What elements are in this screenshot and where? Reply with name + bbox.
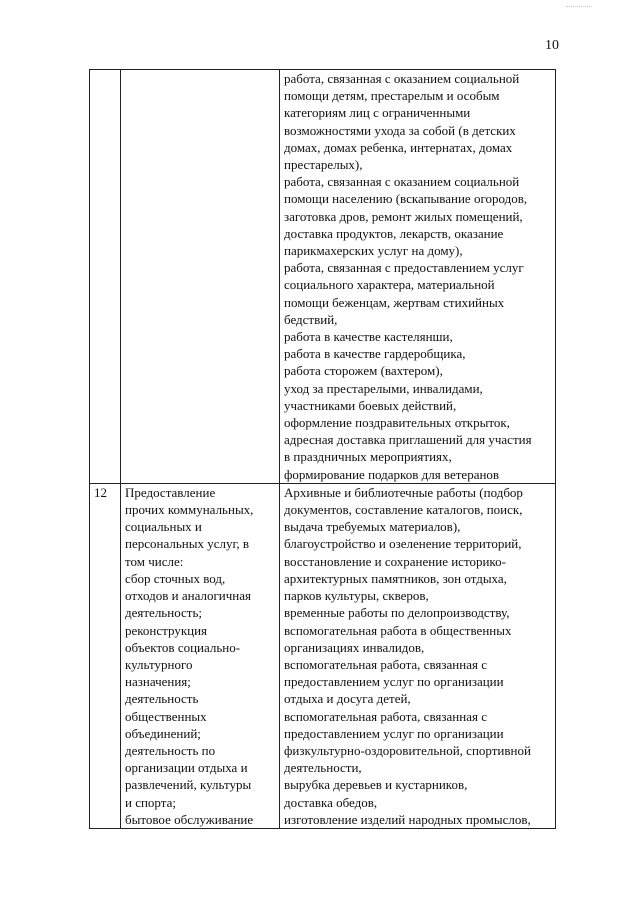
work-types-cell (280, 483, 556, 828)
activity-name-line: развлечений, культуры (125, 777, 252, 793)
activity-name-line: деятельность; (125, 605, 203, 621)
work-type-line: престарелых), (284, 157, 363, 173)
work-type-line: предоставлением услуг по организации (284, 725, 504, 741)
work-type-line: доставка обедов, (284, 794, 378, 810)
work-type-line: восстановление и сохранение историко- (284, 553, 506, 569)
work-type-line: предоставлением услуг по организации (284, 674, 504, 690)
work-type-line: доставка продуктов, лекарств, оказание (284, 225, 504, 241)
activity-name-line: том числе: (125, 553, 184, 569)
work-type-line: парков культуры, скверов, (284, 588, 429, 604)
work-type-line: категориям лиц с ограниченными (284, 105, 471, 121)
work-type-line: выдача требуемых материалов), (284, 519, 461, 535)
work-type-line: социального характера, материальной (284, 277, 495, 293)
work-type-line: Архивные и библиотечные работы (подбор (284, 484, 523, 500)
work-type-line: помощи детям, престарелым и особым (284, 88, 500, 104)
activity-name-line: объектов социально- (125, 639, 241, 655)
work-type-line: организациях инвалидов, (284, 639, 425, 655)
table-row (90, 70, 556, 484)
work-type-line: физкультурно-оздоровительной, спортивной (284, 742, 531, 758)
row-number: 12 (94, 484, 107, 500)
row-number-cell (90, 483, 121, 828)
work-types-cell (280, 70, 556, 484)
activity-name-line: общественных (125, 708, 207, 724)
work-type-line: возможностями ухода за собой (в детских (284, 122, 516, 138)
scan-corner-mark (566, 6, 592, 15)
activity-name-line: отходов и аналогичная (125, 588, 251, 604)
activity-name-line: культурного (125, 656, 193, 672)
work-type-line: уход за престарелыми, инвалидами, (284, 380, 483, 396)
work-type-line: адресная доставка приглашений для участия (284, 432, 532, 448)
activity-name-line: и спорта; (125, 794, 176, 810)
work-type-line: бедствий, (284, 311, 338, 327)
work-type-line: в праздничных мероприятиях, (284, 449, 452, 465)
work-type-line: помощи населению (вскапывание огородов, (284, 191, 528, 207)
work-type-line: домах, домах ребенка, интернатах, домах (284, 139, 513, 155)
work-type-line: работа в качестве гардеробщика, (284, 346, 466, 362)
activity-name-line: социальных и (125, 519, 202, 535)
row-number-cell (90, 70, 121, 484)
activity-name-line: деятельность по (125, 742, 216, 758)
activity-name-cell (121, 483, 280, 828)
activity-name-line: бытовое обслуживание (125, 811, 254, 827)
work-type-line: вспомогательная работа в общественных (284, 622, 512, 638)
work-type-line: деятельности, (284, 760, 362, 776)
activity-name-line: организации отдыха и (125, 760, 248, 776)
activity-name-line: прочих коммунальных, (125, 502, 254, 518)
work-type-line: благоустройство и озеленение территорий, (284, 536, 522, 552)
work-type-line: документов, составление каталогов, поиск, (284, 502, 523, 518)
work-type-line: работа, связанная с оказанием социальной (284, 174, 520, 190)
work-type-line: вспомогательная работа, связанная с (284, 656, 487, 672)
activity-name-line: назначения; (125, 674, 191, 690)
work-type-line: работа, связанная с оказанием социальной (284, 71, 520, 86)
work-type-line: временные работы по делопроизводству, (284, 605, 510, 621)
work-type-line: оформление поздравительных открыток, (284, 415, 510, 431)
activity-name-line: Предоставление (125, 484, 216, 500)
services-table (89, 69, 556, 829)
activity-name-line: реконструкция (125, 622, 208, 638)
work-type-line: парикмахерских услуг на дому), (284, 243, 463, 259)
work-type-line: работа в качестве кастелянши, (284, 329, 453, 345)
work-type-line: вспомогательная работа, связанная с (284, 708, 487, 724)
work-type-line: отдыха и досуга детей, (284, 691, 411, 707)
activity-name-line: сбор сточных вод, (125, 570, 226, 586)
work-type-line: архитектурных памятников, зон отдыха, (284, 570, 507, 586)
activity-name-line: деятельность (125, 691, 199, 707)
work-type-line: изготовление изделий народных промыслов, (284, 811, 531, 827)
work-type-line: работа, связанная с предоставлением услуг (284, 260, 524, 276)
work-type-line: участниками боевых действий, (284, 397, 457, 413)
work-type-line: вырубка деревьев и кустарников, (284, 777, 468, 793)
activity-name-line: персональных услуг, в (125, 536, 249, 552)
work-type-line: работа сторожем (вахтером), (284, 363, 443, 379)
work-type-line: заготовка дров, ремонт жилых помещений, (284, 208, 523, 224)
activity-name-cell (121, 70, 280, 484)
work-type-line: формирование подарков для ветеранов (284, 466, 500, 482)
page-number: 10 (545, 38, 559, 53)
work-type-line: помощи беженцам, жертвам стихийных (284, 294, 505, 310)
table-row (90, 483, 556, 828)
activity-name-line: объединений; (125, 725, 201, 741)
